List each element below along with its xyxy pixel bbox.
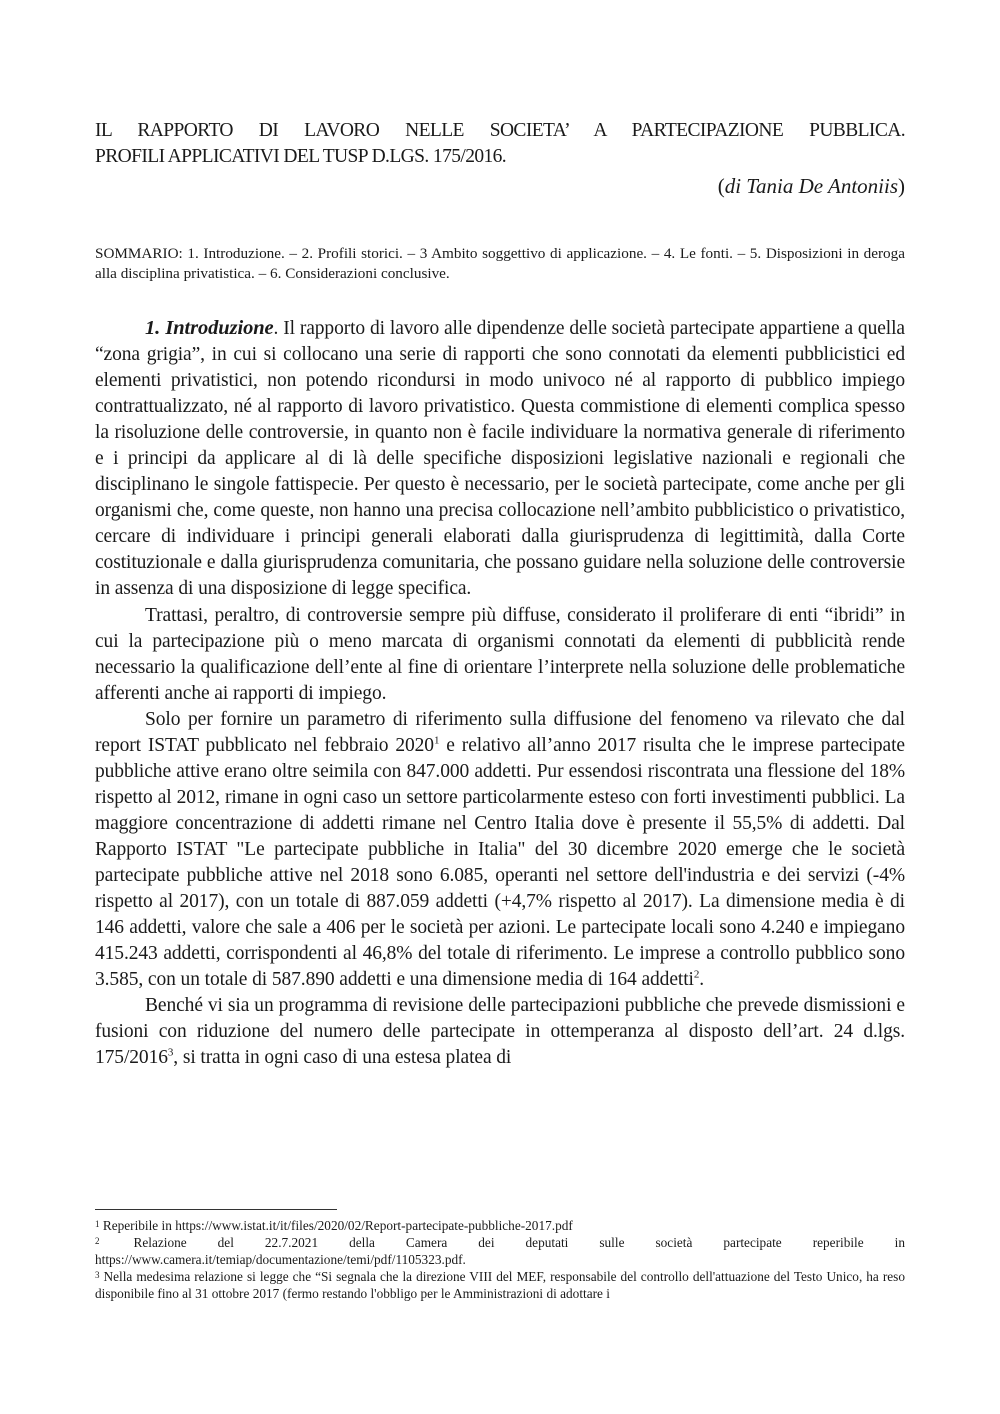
section-heading: 1. Introduzione (145, 317, 274, 339)
footnote-3 (95, 1269, 905, 1303)
paragraph-4 (95, 993, 905, 1071)
footnotes (95, 1218, 905, 1303)
footnote-ref-2[interactable]: 2 (693, 968, 700, 981)
footnote-ref-1[interactable]: 1 (433, 734, 440, 747)
paragraph-4-text-b: , si tratta in ogni caso di una estesa platea di (173, 1047, 512, 1069)
footnote-separator (95, 1209, 337, 1210)
footnote-1 (95, 1218, 905, 1235)
paragraph-3-text-a: Solo per fornire un parametro di riferimento sulla diffusione del fenomeno va rilevato che dal report ISTAT pubblicato nel febbraio 2020 (95, 708, 905, 756)
footnote-text: Reperibile in https://www.istat.it/it/files/2020/02/Report-partecipate-pubbliche-2017.pdf (99, 1218, 573, 1233)
author-close-paren: ) (898, 174, 905, 198)
author-open-paren: ( (717, 174, 725, 198)
footnote-number: 1 (95, 1219, 100, 1229)
author-name: di Tania De Antoniis (724, 174, 898, 198)
footnote-2 (95, 1235, 905, 1269)
footnote-text: Nella medesima relazione si legge che “Si segnala che la direzione VIII del MEF, responsabile del controllo dell'attuazione del Testo Unico, ha reso disponibile fino al 31 ottobre 2017 (fermo restando l'obbligo per le Amministrazioni di adottare i (95, 1268, 905, 1301)
footnote-text: Relazione del 22.7.2021 della Camera dei deputati sulle società partecipate reperibile in https://www.camera.it/temiap/documentazione/temi/pdf/1105323.pdf. (95, 1234, 905, 1267)
paragraph-1 (95, 315, 905, 603)
paragraph-4-text-a: Benché vi sia un programma di revisione delle partecipazioni pubbliche che prevede dismissioni e fusioni con riduzione del numero delle partecipate in ottemperanza al disposto dell’art. 24 d.lgs. 175/2016 (95, 995, 905, 1069)
paragraph-1-text: . Il rapporto di lavoro alle dipendenze delle società partecipate appartiene a quella “zona grigia”, in cui si collocano una serie di rapporti che sono connotati da elementi pubblicistici ed elementi privatistici, non potendo ricondursi in modo univoco né al rapporto di pubblico impiego contrattualizzato, né al rapporto di lavoro privatistico. Questa commistione di elementi complica spesso la risoluzione delle controversie, in quanto non è facile individuare la normativa generale di riferimento e i principi da applicare al di là delle specifiche disposizioni legislative nazionali e regionali che disciplinano le singole fattispecie. Per questo è necessario, per le società partecipate, come anche per gli organismi che, come queste, non hanno una precisa collocazione nell’ambito pubblicistico o privatistico, cercare di individuare i principi generali elaborati dalla giurisprudenza di legittimità, dalla Corte costituzionale e dalla giurisprudenza comunitaria, che possano guidare nella soluzione delle controversie in assenza di una disposizione di legge specifica. (95, 318, 905, 600)
paragraph-2: Trattasi, peraltro, di controversie sempre più diffuse, considerato il proliferare di enti “ibridi” in cui la partecipazione più o meno marcata di organismi connotati da elementi di pubblicità rende necessario la qualificazione dell’ente al fine di orientare l’interprete nella soluzione delle problematiche afferenti anche ai rapporti di impiego. (95, 604, 905, 704)
title-line-1: IL RAPPORTO DI LAVORO NELLE SOCIETA’ A PARTECIPAZIONE PUBBLICA. (95, 120, 905, 141)
author-line (718, 173, 905, 199)
paragraph-3-text-c: . (699, 969, 705, 991)
footnote-number: 3 (95, 1269, 100, 1280)
title-line-2: PROFILI APPLICATIVI DEL TUSP D.LGS. 175/2016. (95, 146, 507, 167)
summary: SOMMARIO: 1. Introduzione. – 2. Profili storici. – 3 Ambito soggettivo di applicazione. – 4. Le fonti. – 5. Disposizioni in deroga alla disciplina privatistica. – 6. Considerazioni conclusive. (95, 245, 905, 282)
footnote-number: 2 (95, 1235, 100, 1246)
paragraph-3 (95, 707, 905, 994)
footnote-ref-3[interactable]: 3 (167, 1046, 174, 1059)
paragraph-3-text-b: e relativo all’anno 2017 risulta che le imprese partecipate pubbliche attive erano oltre seimila con 847.000 addetti. Pur essendosi riscontrata una flessione del 18% rispetto al 2012, rimane in ogni caso un settore particolarmente esteso con forti investimenti pubblici. La maggiore concentrazione di addetti rimane nel Centro Italia dove è presente il 55,5% di addetti. Dal Rapporto ISTAT "Le partecipate pubbliche in Italia" del 30 dicembre 2020 emerge che le società partecipate pubbliche attive nel 2018 sono 6.085, operanti nel settore dell'industria e dei servizi (-4% rispetto al 2017), con un totale di 887.059 addetti (+4,7% rispetto al 2017). La dimensione media è di 146 addetti, valore che sale a 406 per le società per azioni. Le partecipate locali sono 4.240 e impiegano 415.243 addetti, corrispondenti al 46,8% del totale di riferimento. Le imprese a controllo pubblico sono 3.585, con un totale di 587.890 addetti e una dimensione media di 164 addetti (95, 734, 905, 991)
body-text (95, 315, 905, 1071)
document-title (95, 118, 905, 170)
